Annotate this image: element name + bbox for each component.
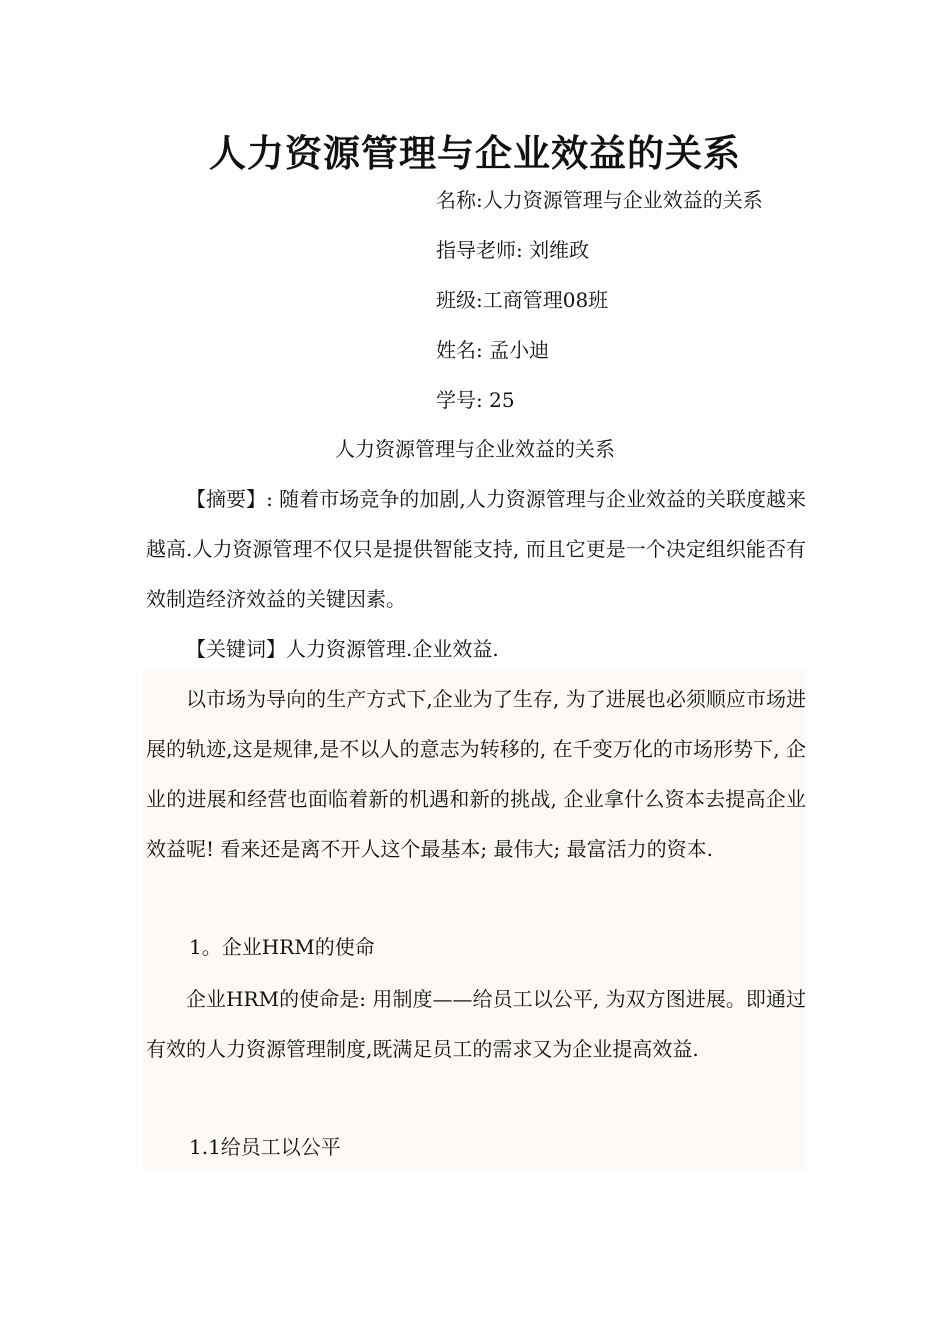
meta-student-id: 学号: 25 bbox=[436, 388, 515, 412]
meta-student: 姓名: 孟小迪 bbox=[436, 338, 550, 362]
section-1-paragraph: 企业HRM的使命是: 用制度——给员工以公平, 为双方图进展。即通过有效的人力资源管理制度,既满足员工的需求又为企业提高效益. bbox=[146, 987, 806, 1061]
abstract-paragraph: 【摘要】: 随着市场竞争的加剧,人力资源管理与企业效益的关联度越来越高.人力资源管理不仅只是提供智能支持, 而且它更是一个决定组织能否有效制造经济效益的关键因素。 bbox=[146, 487, 806, 611]
body-title: 人力资源管理与企业效益的关系 bbox=[335, 437, 615, 461]
meta-class: 班级:工商管理08班 bbox=[436, 288, 609, 312]
meta-advisor: 指导老师: 刘维政 bbox=[436, 238, 590, 262]
section-1-1-heading: 1.1给员工以公平 bbox=[189, 1135, 341, 1159]
document-title: 人力资源管理与企业效益的关系 bbox=[209, 131, 741, 175]
meta-name: 名称:人力资源管理与企业效益的关系 bbox=[436, 188, 763, 212]
intro-paragraph: 以市场为导向的生产方式下,企业为了生存, 为了进展也必须顺应市场进展的轨迹,这是规律,是不以人的意志为转移的, 在千变万化的市场形势下, 企业的进展和经营也面临着新的机遇和新的挑战, 企业拿什么资本去提高企业效益呢! 看来还是离不开人这个最基本; 最伟大; 最富活力的资本. bbox=[146, 687, 806, 861]
keywords-paragraph: 【关键词】人力资源管理.企业效益. bbox=[186, 637, 499, 661]
section-1-heading: 1。企业HRM的使命 bbox=[189, 935, 375, 959]
